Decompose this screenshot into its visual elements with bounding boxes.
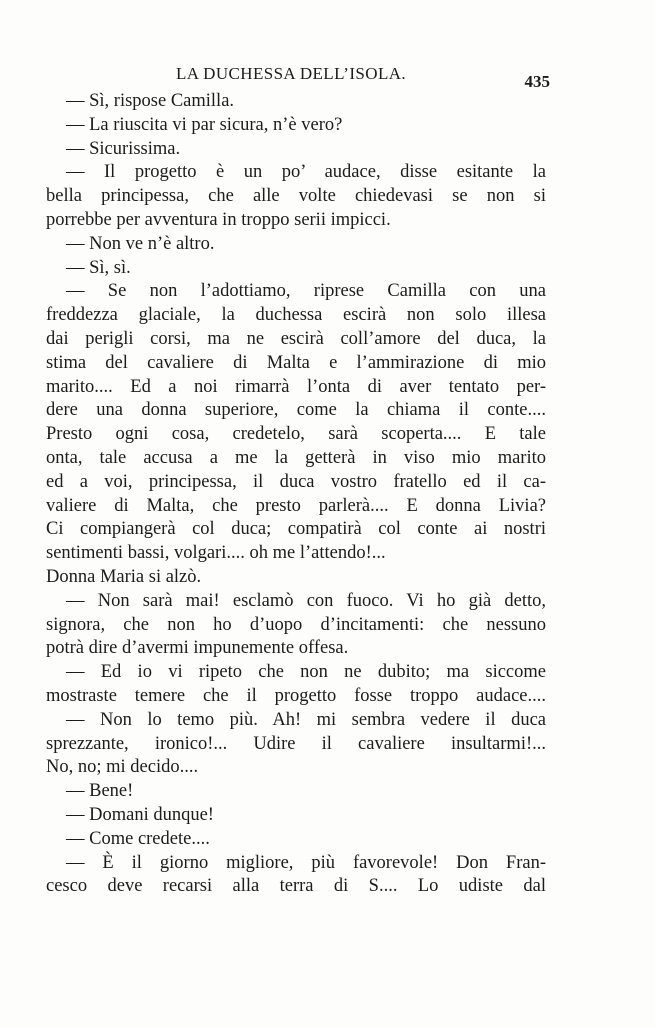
text-line: signora, che non ho d’uopo d’incitamenti: che nessuno — [46, 614, 546, 635]
text-line: valiere di Malta, che presto parlerà.... E donna Livia? — [46, 495, 546, 516]
text-line: — Domani dunque! — [66, 804, 214, 825]
text-line: dere una donna superiore, come la chiama il conte.... — [46, 400, 546, 421]
body-text — [46, 90, 546, 899]
text-line: — Non sarà mai! esclamò con fuoco. Vi ho già detto, — [66, 590, 546, 611]
text-line: freddezza glaciale, la duchessa escirà non solo illesa — [46, 305, 546, 326]
text-line: — Sicurissima. — [66, 138, 181, 159]
text-line: potrà dire d’avermi impunemente offesa. — [46, 638, 349, 659]
text-line: mostraste temere che il progetto fosse troppo audace.... — [46, 685, 546, 706]
text-line: Donna Maria si alzò. — [46, 566, 202, 587]
text-line: — Ed io vi ripeto che non ne dubito; ma siccome — [66, 662, 546, 683]
text-line: ed a voi, principessa, il duca vostro fratello ed il ca- — [46, 471, 546, 492]
text-line: Ci compiangerà col duca; compatirà col conte ai nostri — [46, 519, 546, 540]
running-title: LA DUCHESSA DELL’ISOLA. — [176, 64, 407, 83]
text-line: Presto ogni cosa, credetelo, sarà scoperta.... E tale — [46, 424, 546, 445]
page-number: 435 — [524, 72, 550, 91]
text-line: onta, tale accusa a me la getterà in viso mio marito — [46, 447, 546, 468]
text-line: — Bene! — [66, 781, 134, 802]
text-line: — La riuscita vi par sicura, n’è vero? — [66, 114, 343, 135]
text-line: — Come credete.... — [66, 828, 210, 849]
text-line: porrebbe per avventura in troppo serii impicci. — [46, 209, 391, 230]
text-line: — Non ve n’è altro. — [66, 233, 215, 254]
text-line: — Il progetto è un po’ audace, disse esitante la — [66, 162, 546, 183]
text-line: — Sì, rispose Camilla. — [66, 91, 235, 111]
text-line: — Sì, sì. — [66, 257, 131, 278]
text-line: stima del cavaliere di Malta e l’ammirazione di mio — [46, 352, 546, 373]
text-line: No, no; mi decido.... — [46, 757, 199, 778]
text-line: — Se non l’adottiamo, riprese Camilla con una — [66, 281, 546, 302]
text-line: sentimenti bassi, volgari.... oh me l’attendo!... — [46, 543, 386, 564]
text-line: — Non lo temo più. Ah! mi sembra vedere il duca — [66, 709, 546, 730]
text-line: sprezzante, ironico!... Udire il cavaliere insultarmi!... — [46, 733, 546, 754]
text-line: marito.... Ed a noi rimarrà l’onta di aver tentato per- — [46, 376, 546, 397]
text-line: — È il giorno migliore, più favorevole! Don Fran- — [66, 852, 546, 873]
text-line: dai perigli corsi, ma ne escirà coll’amore del duca, la — [46, 328, 546, 349]
text-line: bella principessa, che alle volte chiedevasi se non si — [46, 186, 546, 207]
text-line: cesco deve recarsi alla terra di S.... Lo udiste dal — [46, 876, 546, 897]
